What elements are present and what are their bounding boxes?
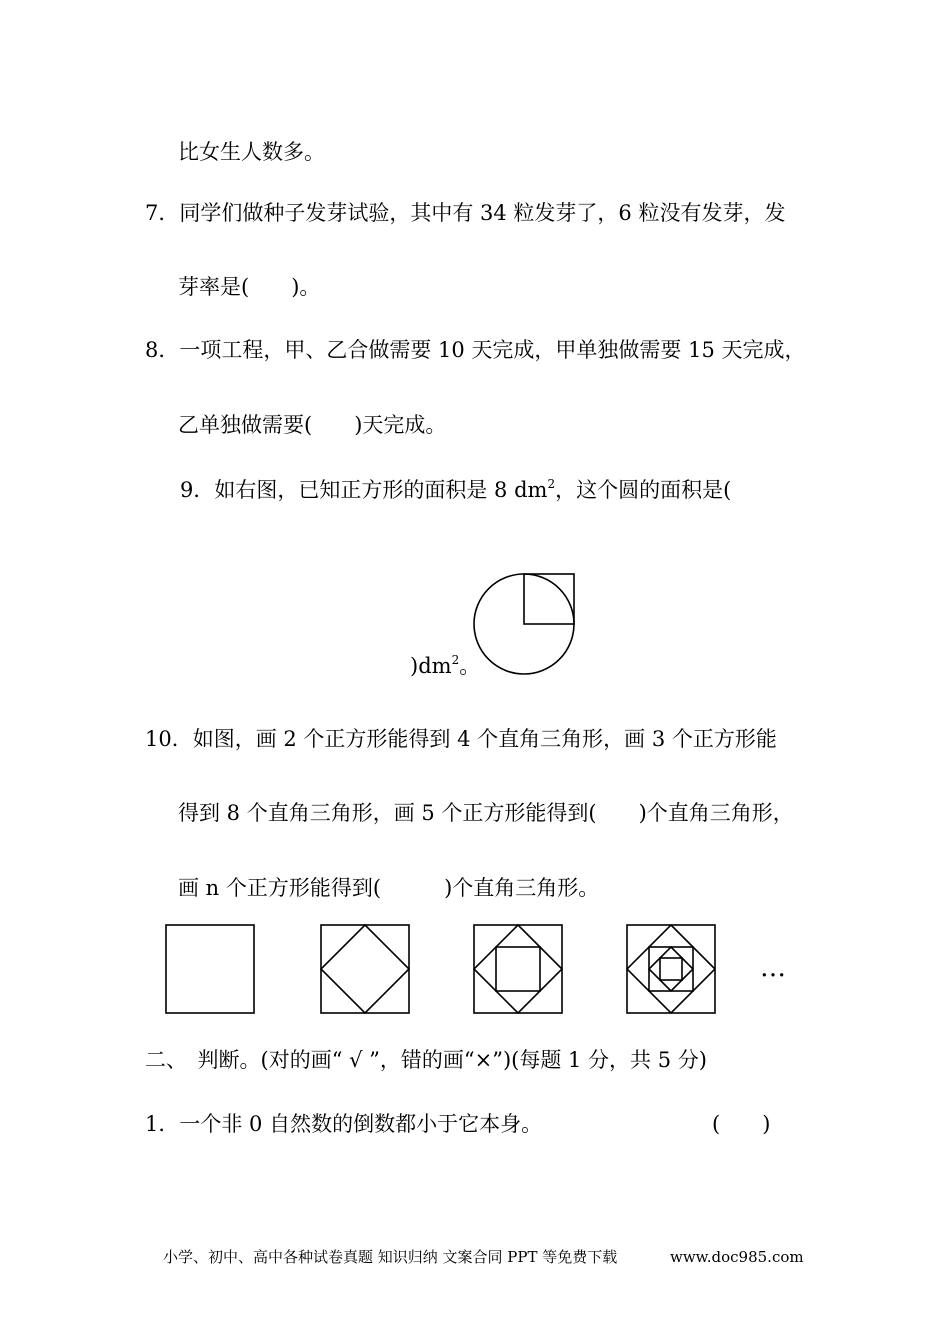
q10-square-figure-3 [473,924,563,1014]
q9-sup2: 2 [451,653,460,667]
q9-circle-square-figure [470,570,578,678]
q9-sup1: 2 [547,477,556,491]
q9-line1: 9．如右图，已知正方形的面积是 8 $dm^2$，这个圆的面积是( [180,477,732,502]
q7-line1: 7．同学们做种子发芽试验，其中有 34 粒发芽了，6 粒没有发芽，发 [145,201,786,225]
q10-line1: 10．如图，画 2 个正方形能得到 4 个直角三角形，画 3 个正方形能 [145,727,777,751]
q9-line2: )$dm^2$。 [410,653,481,678]
judge1-text: 1．一个非 0 自然数的倒数都小于它本身。 [145,1112,543,1136]
footer-left: 小学、初中、高中各种试卷真题 知识归纳 文案合同 PPT 等免费下载 [163,1248,618,1266]
q10-square-figure-1 [165,924,255,1014]
q10-ellipsis: … [760,953,787,983]
q8-line2: 乙单独做需要( )天完成。 [178,413,447,437]
footer-url: www.doc985.com [670,1248,804,1266]
section2-title: 二、 判断。(对的画“ √ ”，错的画“×”)(每题 1 分，共 5 分) [145,1048,707,1072]
q7-line2: 芽率是( )。 [178,275,321,299]
q10-line3: 画 n 个正方形能得到( )个直角三角形。 [178,876,600,900]
q10-line2: 得到 8 个直角三角形，画 5 个正方形能得到( )个直角三角形， [178,801,794,825]
q6-continuation: 比女生人数多。 [178,140,325,164]
q10-square-figure-4 [626,924,716,1014]
judge1-bracket: ( ) [712,1112,771,1136]
q8-line1: 8．一项工程，甲、乙合做需要 10 天完成，甲单独做需要 15 天完成， [145,338,806,362]
q10-square-figure-2 [320,924,410,1014]
